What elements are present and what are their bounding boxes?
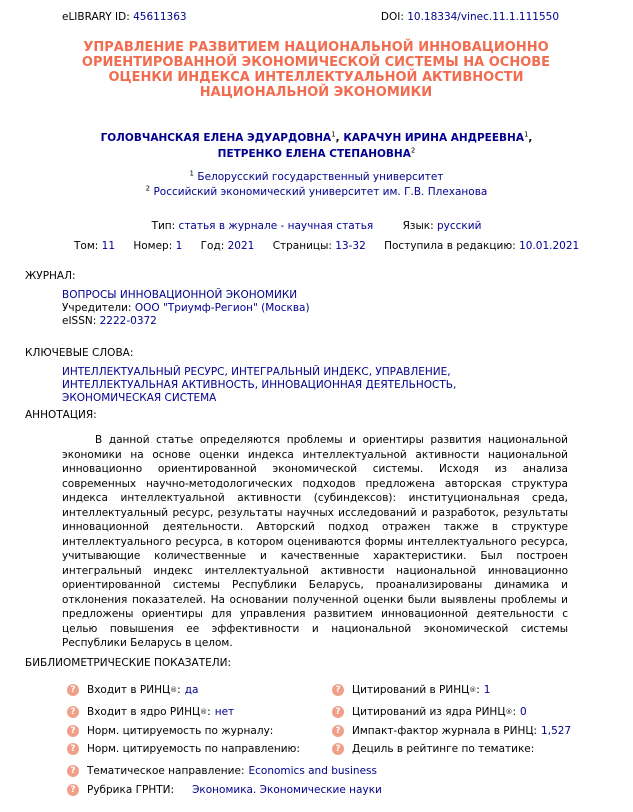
- question-icon[interactable]: ?: [332, 684, 344, 696]
- elibrary-id: [62, 11, 187, 23]
- volume-label: Том:: [74, 240, 99, 252]
- year-label: Год:: [200, 240, 225, 252]
- elibrary-id-value: 45611363: [133, 11, 187, 23]
- lang-value: русский: [437, 220, 482, 232]
- doi: [381, 11, 559, 23]
- author-aff-3: 2: [410, 146, 416, 155]
- question-icon[interactable]: ?: [332, 725, 344, 737]
- stat-thematic-direction: ? Тематическое направление: Economics and business: [67, 764, 377, 778]
- question-icon[interactable]: ?: [332, 743, 344, 755]
- grnti-link[interactable]: Экономика. Экономические науки: [192, 784, 382, 796]
- author-link-2[interactable]: КАРАЧУН ИРИНА АНДРЕЕВНА: [343, 132, 524, 144]
- author-link-1[interactable]: ГОЛОВЧАНСКАЯ ЕЛЕНА ЭДУАРДОВНА: [100, 132, 332, 144]
- doi-link[interactable]: 10.18334/vinec.11.1.111550: [407, 11, 559, 23]
- question-icon[interactable]: ?: [67, 684, 79, 696]
- question-icon[interactable]: ?: [67, 784, 79, 796]
- eissn-label: eISSN:: [62, 315, 97, 327]
- journal-block: [62, 289, 310, 328]
- affiliation-2: $^2$ Российский экономический университет им. Г.В. Плеханова: [145, 184, 488, 198]
- type-label: Тип:: [151, 220, 176, 232]
- affiliation-1: $^1$ Белорусский государственный университет: [189, 169, 444, 183]
- type-value: статья в журнале - научная статья: [178, 220, 374, 232]
- journal-name-link[interactable]: ВОПРОСЫ ИННОВАЦИОННОЙ ЭКОНОМИКИ: [62, 289, 298, 301]
- stat-decile: ? Дециль в рейтинге по тематике:: [332, 742, 538, 756]
- elibrary-id-label: eLIBRARY ID:: [62, 11, 130, 23]
- stat-impact-factor: ? Импакт-фактор журнала в РИНЦ: 1,527: [332, 724, 571, 738]
- keywords-list[interactable]: ИНТЕЛЛЕКТУАЛЬНЫЙ РЕСУРС, ИНТЕГРАЛЬНЫЙ ИНДЕКС, УПРАВЛЕНИЕ, ИНТЕЛЛЕКТУАЛЬНАЯ АКТИВНОСТЬ, ИННОВАЦИОННАЯ ДЕЯТЕЛЬНОСТЬ, ЭКОНОМИЧЕСКАЯ СИСТЕМА: [62, 366, 457, 404]
- keywords-heading: КЛЮЧЕВЫЕ СЛОВА:: [25, 347, 134, 359]
- stat-grnti: ? Рубрика ГРНТИ: Экономика. Экономические науки: [67, 783, 382, 797]
- number-label: Номер:: [133, 240, 173, 252]
- thematic-direction-link[interactable]: Economics and business: [248, 765, 377, 777]
- number-link[interactable]: 1: [175, 240, 183, 252]
- citations-rinc-link[interactable]: 1: [483, 684, 491, 696]
- annotation-text: В данной статье определяются проблемы и ориентиры развития национальной экономики на основе оценки индекса интеллектуальной активности национальной инновационно ориентированной экономической системы. Исходя из анализа современных научно-методологических подходов предложена авторская структура индекса интеллектуальной активности (субиндексов): институциональная среда, интеллектуальный ресурс, результаты научных исследований и разработок, результаты инновационной деятельности. Авторский подход отражен также в структуре интеллектуального ресурса, в котором оцениваются формы интеллектуального ресурса, учитывающие количественные и качественные характеристики. Был построен интегральный индекс интеллектуальной активности национальной инновационно ориентированной системы Республики Беларусь, проанализированы динамика и отклонения показателей. На основании полученной оценки были выявлены проблемы и предложены ориентиры для управления развитием инновационной деятельности с целью повышения ее эффективности и национальной экономической системы Республики Беларусь в целом.: [62, 434, 568, 649]
- stat-norm-direction: ? Норм. цитируемость по направлению:: [67, 742, 304, 756]
- stat-in-rinc: ? Входит в РИНЦ ® : да: [67, 683, 198, 697]
- biblio-heading: БИБЛИОМЕТРИЧЕСКИЕ ПОКАЗАТЕЛИ:: [25, 657, 232, 669]
- founders-value: ООО "Триумф-Регион" (Москва): [134, 302, 310, 314]
- founders-label: Учредители:: [62, 302, 132, 314]
- year-value: 2021: [227, 240, 255, 252]
- question-icon[interactable]: ?: [67, 765, 79, 777]
- pages-label: Страницы:: [272, 240, 332, 252]
- doi-label: DOI:: [380, 11, 404, 23]
- question-icon[interactable]: ?: [67, 706, 79, 718]
- stat-in-rinc-core: ? Входит в ядро РИНЦ ® : нет: [67, 705, 234, 719]
- pages-value: 13-32: [335, 240, 366, 252]
- author-aff-1: 1: [331, 130, 336, 139]
- affiliations: [40, 170, 593, 200]
- author-link-3[interactable]: ПЕТРЕНКО ЕЛЕНА СТЕПАНОВНА: [217, 148, 411, 160]
- stat-citations-rinc: ? Цитирований в РИНЦ ® : 1: [332, 683, 490, 697]
- question-icon[interactable]: ?: [332, 706, 344, 718]
- stat-norm-journal: ? Норм. цитируемость по журналу:: [67, 724, 277, 738]
- received-value: 10.01.2021: [519, 240, 580, 252]
- type-language-line: [0, 220, 633, 232]
- volume-value: 11: [101, 240, 116, 252]
- author-aff-2: 1: [523, 130, 529, 139]
- issue-meta-line: [74, 240, 579, 252]
- authors: ГОЛОВЧАНСКАЯ ЕЛЕНА ЭДУАРДОВНА$^1$, КАРАЧУН ИРИНА АНДРЕЕВНА$^1$, ПЕТРЕНКО ЕЛЕНА СТЕПАНОВНА$^2$: [100, 130, 533, 160]
- article-title: УПРАВЛЕНИЕ РАЗВИТИЕМ НАЦИОНАЛЬНОЙ ИННОВАЦИОННО ОРИЕНТИРОВАННОЙ ЭКОНОМИЧЕСКОЙ СИСТЕМЫ НА ОСНОВЕ ОЦЕНКИ ИНДЕКСА ИНТЕЛЛЕКТУАЛЬНОЙ АКТИВНОСТИ НАЦИОНАЛЬНОЙ ЭКОНОМИКИ: [81, 40, 551, 100]
- annotation-heading: АННОТАЦИЯ:: [25, 409, 97, 421]
- stat-citations-core: ? Цитирований из ядра РИНЦ ® : 0: [332, 705, 527, 719]
- stat-value: да: [184, 684, 199, 696]
- received-label: Поступила в редакцию:: [384, 240, 516, 252]
- journal-heading: ЖУРНАЛ:: [25, 270, 76, 282]
- stat-value: нет: [214, 706, 235, 718]
- question-icon[interactable]: ?: [67, 743, 79, 755]
- eissn-value: 2222-0372: [99, 315, 157, 327]
- lang-label: Язык:: [402, 220, 434, 232]
- question-icon[interactable]: ?: [67, 725, 79, 737]
